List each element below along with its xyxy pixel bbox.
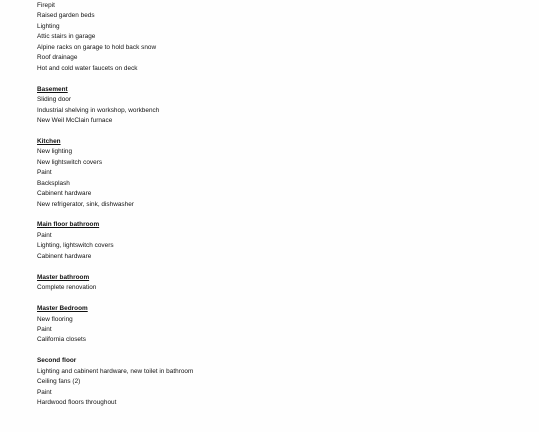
- list-item: Sliding door: [37, 96, 71, 104]
- list-item: California closets: [37, 336, 87, 344]
- section-second-floor: [37, 356, 517, 408]
- list-item: New lighting: [37, 148, 73, 156]
- list-item: Attic stairs in garage: [37, 33, 96, 41]
- section-heading: Master bathroom: [37, 273, 90, 281]
- list-item: New Weil McClain furnace: [37, 116, 113, 124]
- list-item: Alpine racks on garage to hold back snow: [37, 43, 157, 51]
- list-item: Firepit: [37, 2, 55, 9]
- list-item: Lighting and cabinent hardware, new toilet in bathroom: [37, 367, 194, 375]
- list-item: New flooring: [37, 315, 73, 323]
- main-floor-bathroom-items: [37, 231, 517, 262]
- list-item: Hardwood floors throughout: [37, 399, 117, 407]
- list-item: Paint: [37, 388, 52, 396]
- list-item: Hot and cold water faucets on deck: [37, 64, 138, 72]
- section-basement: [37, 85, 517, 127]
- list-item: Paint: [37, 169, 52, 177]
- list-item: Complete renovation: [37, 284, 97, 292]
- master-bedroom-items: [37, 315, 517, 346]
- section-exterior: [37, 1, 517, 74]
- master-bathroom-items: [37, 283, 517, 293]
- list-item: Raised garden beds: [37, 12, 95, 20]
- list-item: Lighting, lightswitch covers: [37, 242, 114, 250]
- section-heading: Main floor bathroom: [37, 221, 100, 229]
- list-item: New lightswitch covers: [37, 158, 103, 166]
- list-item: Paint: [37, 231, 52, 239]
- basement-items: [37, 95, 517, 126]
- list-item: Industrial shelving in workshop, workbench: [37, 106, 160, 114]
- section-main-floor-bathroom: [37, 220, 517, 262]
- second-floor-items: [37, 367, 517, 409]
- section-heading: Kitchen: [37, 137, 61, 145]
- list-item: Lighting: [37, 22, 60, 30]
- list-item: Backsplash: [37, 179, 70, 187]
- list-item: Ceiling fans (2): [37, 378, 81, 386]
- section-heading: Basement: [37, 85, 68, 93]
- section-heading: Master Bedroom: [37, 305, 88, 313]
- list-item: Paint: [37, 325, 52, 333]
- list-item: Cabinent hardware: [37, 252, 92, 260]
- section-heading: Second floor: [37, 357, 77, 365]
- document-content: [37, 1, 517, 409]
- list-item: Cabinent hardware: [37, 190, 92, 198]
- section-kitchen: [37, 137, 517, 210]
- list-item: Roof drainage: [37, 54, 78, 62]
- section-master-bedroom: [37, 304, 517, 346]
- kitchen-items: [37, 147, 517, 210]
- list-item: New refrigerator, sink, dishwasher: [37, 200, 134, 208]
- section-master-bathroom: [37, 273, 517, 294]
- exterior-items: [37, 1, 517, 74]
